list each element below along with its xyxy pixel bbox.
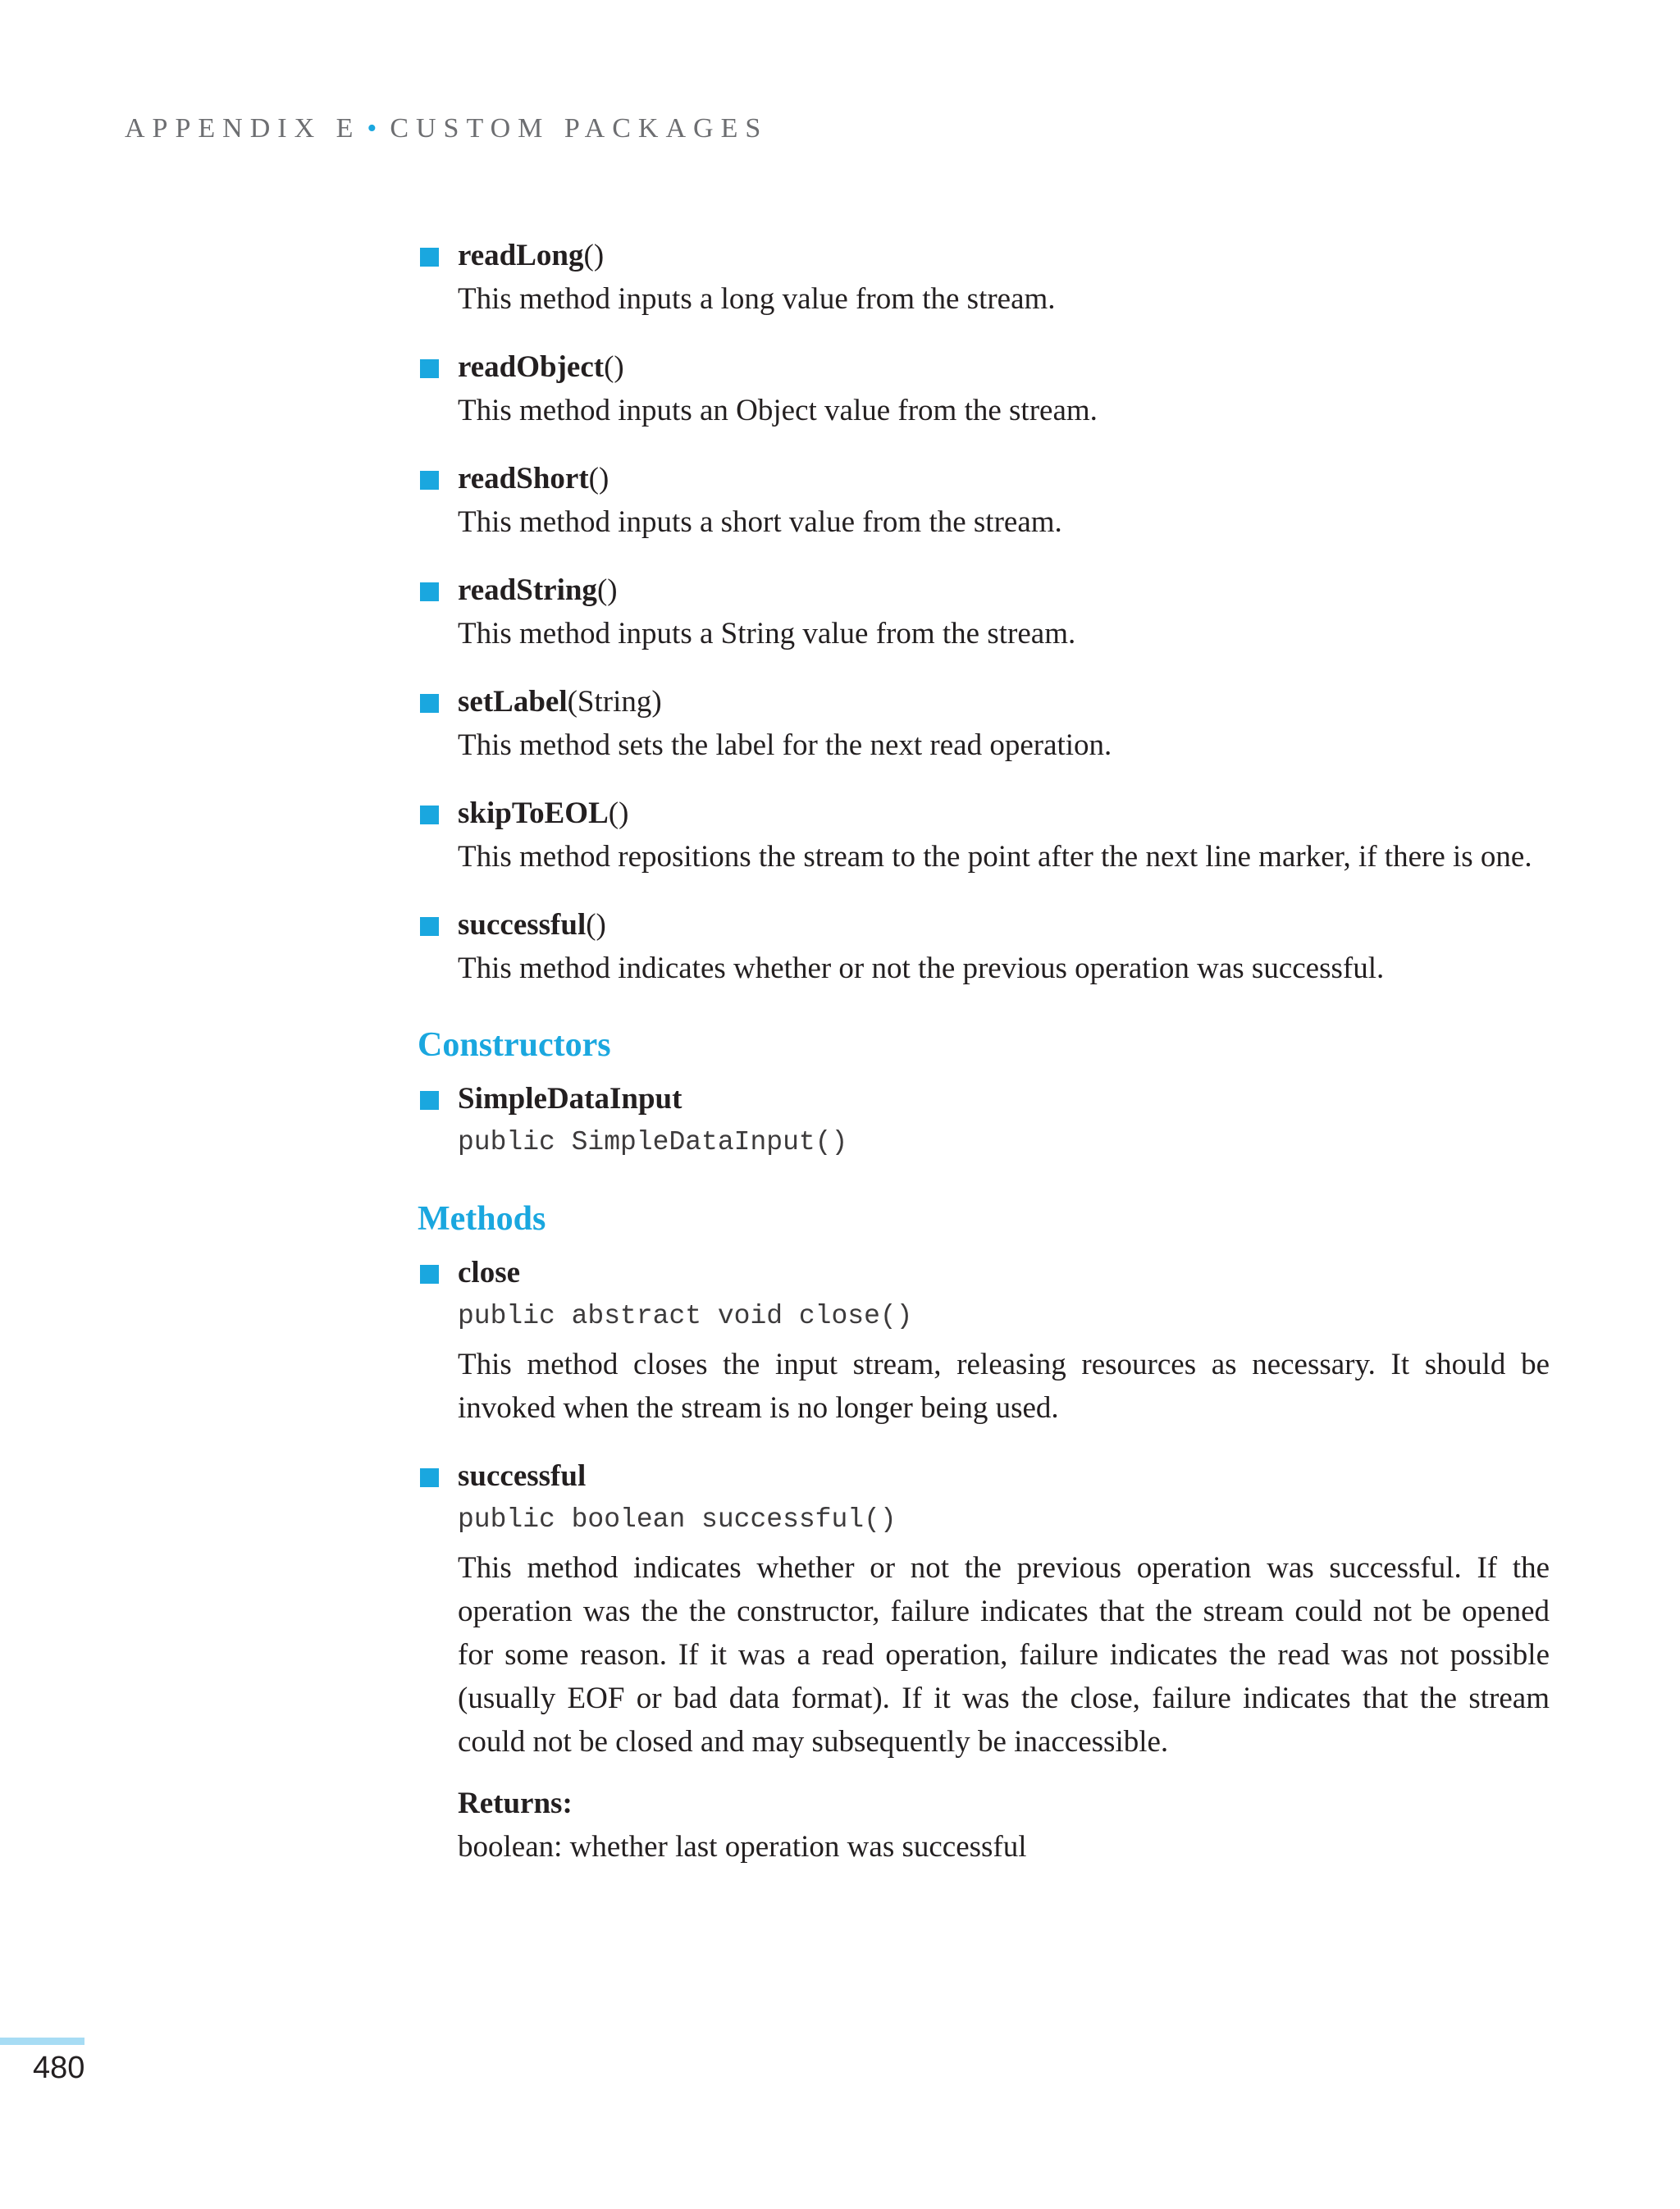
- method-name: close: [458, 1256, 521, 1289]
- bullet-square-icon: [420, 471, 439, 490]
- method-description: This method indicates whether or not the previous operation was successful.: [458, 952, 1385, 985]
- running-head-part: APPENDIX E: [125, 113, 361, 144]
- method-signature: public abstract void close(): [458, 1301, 913, 1331]
- method-description: This method inputs a String value from the stream.: [458, 617, 1076, 650]
- running-head-title: CUSTOM PACKAGES: [390, 113, 769, 144]
- method-params: (String): [567, 685, 662, 719]
- constructor-name: SimpleDataInput: [458, 1082, 682, 1116]
- method-params: (): [588, 462, 609, 495]
- method-name: setLabel: [458, 685, 568, 719]
- running-head-separator: •: [367, 113, 377, 144]
- constructors-heading: Constructors: [418, 1026, 611, 1064]
- method-description: This method inputs an Object value from the stream.: [458, 394, 1098, 427]
- constructor-entry-simpledatainput: [418, 1077, 1550, 1164]
- bullet-square-icon: [420, 248, 439, 267]
- method-entry-setlabel: [418, 680, 1550, 767]
- method-description: This method repositions the stream to the point after the next line marker, if there is one.: [458, 840, 1532, 874]
- bullet-square-icon: [420, 806, 439, 824]
- method-entry-readobject: [418, 345, 1550, 432]
- method-title: [458, 234, 1550, 277]
- method-params: (): [608, 796, 629, 830]
- method-name: readString: [458, 573, 597, 607]
- returns-label: Returns:: [458, 1787, 573, 1820]
- bullet-square-icon: [420, 1091, 439, 1110]
- method-name: skipToEOL: [458, 796, 609, 830]
- method-entry-successful: [418, 903, 1550, 990]
- method-description: This method inputs a short value from the stream.: [458, 505, 1062, 539]
- method-signature: public boolean successful(): [458, 1504, 897, 1535]
- method-entry-readstring: [418, 568, 1550, 655]
- method-params: (): [604, 350, 624, 384]
- method-detail-successful: [418, 1454, 1550, 1869]
- method-name: readLong: [458, 239, 584, 272]
- method-description: This method closes the input stream, releasing resources as necessary. It should be invoked when the stream is no longer being used.: [458, 1348, 1550, 1425]
- method-params: (): [586, 908, 606, 942]
- method-title: [458, 903, 1550, 947]
- method-name: successful: [458, 908, 587, 942]
- method-entry-skiptoeol: [418, 792, 1550, 879]
- constructor-signature: public SimpleDataInput(): [458, 1127, 848, 1157]
- method-title: [458, 345, 1550, 389]
- returns-description: boolean: whether last operation was successful: [458, 1830, 1027, 1864]
- method-params: (): [596, 573, 618, 607]
- bullet-square-icon: [420, 694, 439, 713]
- page-body: [418, 234, 1550, 1893]
- method-description: This method inputs a long value from the stream.: [458, 282, 1056, 316]
- method-title: [458, 680, 1550, 723]
- method-title: [458, 457, 1550, 500]
- method-description: This method sets the label for the next read operation.: [458, 728, 1112, 762]
- bullet-square-icon: [420, 917, 439, 936]
- page-number: 480: [33, 2051, 85, 2085]
- method-detail-close: [418, 1251, 1550, 1430]
- bullet-square-icon: [420, 582, 439, 601]
- method-name: readObject: [458, 350, 605, 384]
- method-description: This method indicates whether or not the previous operation was successful. If the operation was the the constructor, failure indicates that the stream could not be opened for some reason. If it was a read operation, failure indicates the read was not possible (usually EOF or bad data format). If it was the close, failure indicates that the stream could not be closed and may subsequently be inaccessible.: [458, 1551, 1550, 1759]
- page-number-rule: [0, 2038, 84, 2045]
- bullet-square-icon: [420, 1468, 439, 1487]
- bullet-square-icon: [420, 359, 439, 378]
- method-title: [458, 792, 1550, 835]
- methods-heading: Methods: [418, 1200, 546, 1238]
- running-head: [125, 113, 768, 144]
- method-name: readShort: [458, 462, 589, 495]
- method-params: (): [583, 239, 605, 272]
- bullet-square-icon: [420, 1265, 439, 1284]
- method-title: [458, 568, 1550, 612]
- method-entry-readlong: [418, 234, 1550, 321]
- method-name: successful: [458, 1459, 587, 1493]
- method-entry-readshort: [418, 457, 1550, 544]
